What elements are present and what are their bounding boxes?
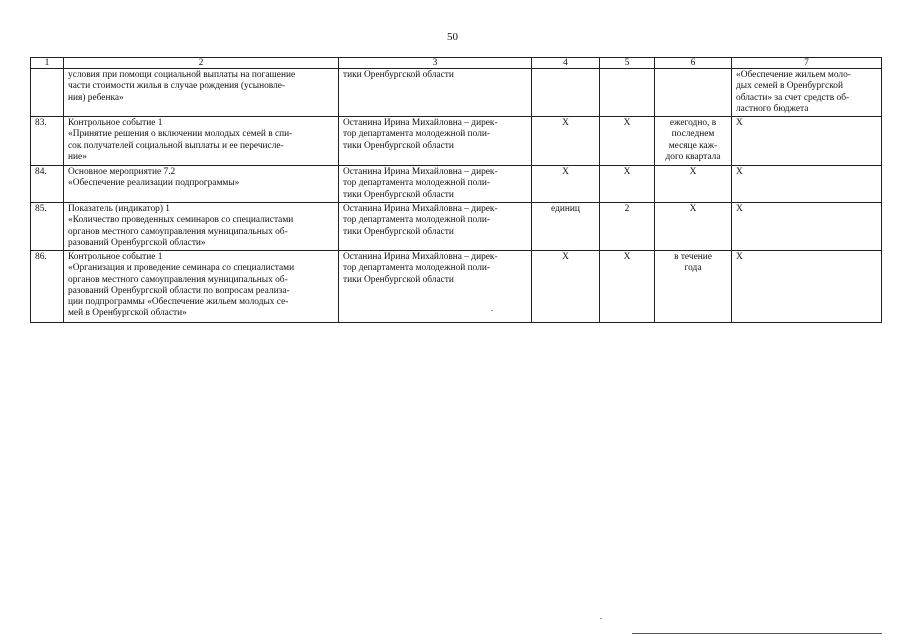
unit-cell [532,117,600,166]
header-cell: 5 [600,58,655,69]
unit-cell [532,166,600,203]
row-number-cell [31,117,64,166]
scan-speck [491,310,493,311]
period-line: года [684,263,702,274]
notes-cell [732,166,882,203]
unit-cell [532,69,600,117]
name-line: «Принятие решения о включении молодых семей в спи- [68,129,293,140]
value-cell [600,166,655,203]
notes-line: «Обеспечение жильем моло- [736,70,851,80]
responsible-cell [339,203,532,251]
name-line: Основное мероприятие 7.2 [68,167,176,177]
responsible-line: тики Оренбургской области [343,226,454,237]
row-number: 84. [35,167,47,177]
period-line: последнем [671,129,715,140]
notes-line: дых семей в Оренбургской [736,81,843,92]
table-row [31,117,882,166]
responsible-cell [339,251,532,323]
name-line: условия при помощи социальной выплаты на погашение [68,70,296,80]
name-line: органов местного самоуправления муниципальных об- [68,274,288,285]
notes-line: X [736,118,743,128]
unit-value: X [562,167,569,177]
name-line: мей в Оренбургской области» [68,308,187,319]
value-cell [600,203,655,251]
value-text: X [623,118,631,128]
notes-cell [732,117,882,166]
notes-line: области» за счет средств об- [736,92,850,103]
header-cell: 1 [31,58,64,69]
value-text: X [623,252,631,262]
responsible-line: тор департамента молодежной поли- [343,178,491,189]
table-row [31,203,882,251]
name-line: ции подпрограммы «Обеспечение жильем молодых се- [68,297,289,308]
responsible-cell [339,117,532,166]
name-cell [64,69,339,117]
unit-value: единиц [551,204,580,214]
table-row [31,251,882,323]
name-line: сок получателей социальной выплаты и ее перечисле- [68,140,284,151]
notes-line: X [736,252,743,262]
notes-line: ластного бюджета [736,103,809,114]
plan-table [30,57,882,323]
value-cell [600,69,655,117]
name-line: Показатель (индикатор) 1 [68,204,170,214]
notes-cell [732,251,882,323]
name-line: «Количество проведенных семинаров со специалистами [68,215,294,226]
unit-value: X [562,252,569,262]
header-cell: 7 [732,58,882,69]
period-line: ежегодно, в [669,118,717,128]
page-number: 50 [447,31,458,43]
period-line: месяце каж- [668,140,718,151]
responsible-line: тор департамента молодежной поли- [343,263,491,274]
name-line: «Организация и проведение семинара со специалистами [68,263,295,274]
notes-line: X [736,204,743,214]
name-cell [64,251,339,323]
responsible-line: тор департамента молодежной поли- [343,129,491,140]
name-cell [64,203,339,251]
name-line: ния) ребенка» [68,92,124,103]
name-line: разований Оренбургской области по вопросам реализа- [68,285,290,296]
value-cell [600,251,655,323]
responsible-line: Останина Ирина Михайловна – дирек- [343,204,498,214]
name-line: ние» [68,151,87,162]
row-number-cell [31,166,64,203]
notes-line: X [736,167,743,177]
table-row [31,69,882,117]
scan-speck [600,618,602,619]
responsible-line: Останина Ирина Михайловна – дирек- [343,118,498,128]
row-number: 86. [35,252,47,262]
responsible-line: тики Оренбургской области [343,70,454,80]
value-cell [600,117,655,166]
period-cell [655,69,732,117]
table-row [31,166,882,203]
footer-rule [632,633,882,634]
responsible-line: тики Оренбургской области [343,140,454,151]
responsible-line: тики Оренбургской области [343,189,454,200]
responsible-cell [339,69,532,117]
row-number-cell [31,203,64,251]
unit-cell [532,251,600,323]
unit-cell [532,203,600,251]
name-line: части стоимости жилья в случае рождения (усыновле- [68,81,286,92]
period-line: в течение [674,252,712,262]
header-cell: 4 [532,58,600,69]
header-cell: 2 [64,58,339,69]
header-cell: 6 [655,58,732,69]
row-number-cell [31,251,64,323]
name-cell [64,117,339,166]
period-cell [655,203,732,251]
period-cell [655,117,732,166]
unit-value: X [562,118,569,128]
responsible-cell [339,166,532,203]
name-line: разований Оренбургской области» [68,237,206,248]
name-line: Контрольное событие 1 [68,118,163,128]
responsible-line: тики Оренбургской области [343,274,454,285]
period-line: X [689,167,697,177]
name-line: органов местного самоуправления муниципальных об- [68,226,288,237]
name-line: Контрольное событие 1 [68,252,163,262]
responsible-line: Останина Ирина Михайловна – дирек- [343,252,498,262]
period-cell [655,166,732,203]
header-cell: 3 [339,58,532,69]
row-number-cell [31,69,64,117]
value-text: 2 [624,204,630,214]
responsible-line: Останина Ирина Михайловна – дирек- [343,167,498,177]
value-text: X [623,167,631,177]
responsible-line: тор департамента молодежной поли- [343,215,491,226]
notes-cell [732,69,882,117]
row-number: 83. [35,118,47,128]
period-cell [655,251,732,323]
table-header-row [31,58,882,69]
period-line: X [689,204,697,214]
name-line: «Обеспечение реализации подпрограммы» [68,178,240,189]
row-number: 85. [35,204,47,214]
name-cell [64,166,339,203]
period-line: дого квартала [665,151,721,162]
notes-cell [732,203,882,251]
